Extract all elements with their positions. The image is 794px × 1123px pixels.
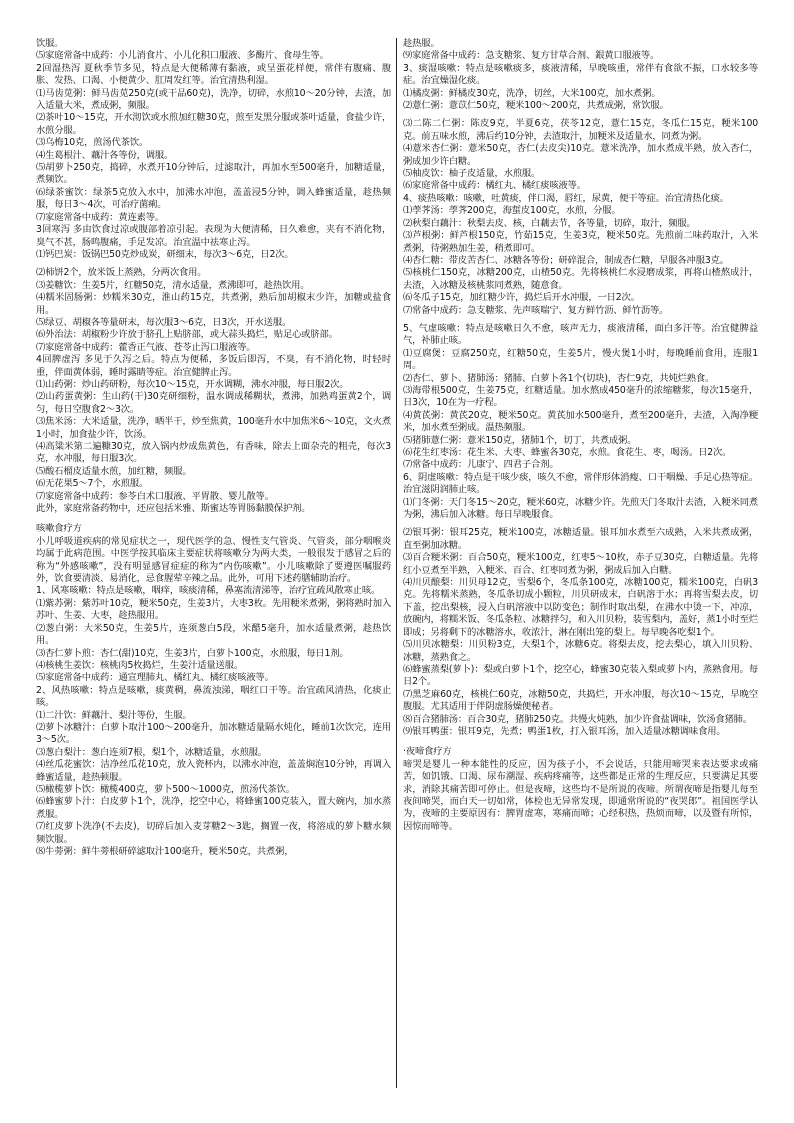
paragraph: ⑵杏仁、萝卜、猪肺汤：猪肺、白萝卜各1个(切块)，杏仁9克，共炖烂熟食。 bbox=[403, 372, 715, 384]
paragraph: ⑴钙巴炭：饭锅巴50克炒成炭，研细末，每次3～6克，日2次。 bbox=[36, 248, 294, 260]
paragraph: ⑻牛蒡粥：鲜牛蒡根研碎滤取汁100毫升，粳米50克，共煮粥， bbox=[36, 846, 294, 857]
paragraph: 4、痰热咳嗽：咳嗽，吐黄痰，伴口渴，唇红，尿黄，便干等症。治宜清热化痰。 bbox=[403, 192, 729, 204]
paragraph: ⑷高粱米第二遍糠30克，放入锅内炒成焦黄色，有香味，除去上面杂壳的粗壳，每次3克，水冲服，每日服3次。 bbox=[36, 441, 391, 465]
paragraph: 此外，家庭常备药物中，还应包括米雅、斯蜜达等胃肠黏膜保护剂。 bbox=[36, 503, 311, 515]
paragraph: ⑵薏仁粥：薏苡仁50克，粳米100～200克，共煮成粥，常饮服。 bbox=[403, 100, 669, 112]
document-page bbox=[36, 38, 758, 1088]
paragraph: ⑼银耳鸭蛋：银耳9克，先煮；鸭蛋1枚，打入银耳汤，加入适量冰糖调味食用。 bbox=[403, 725, 726, 737]
right-column bbox=[397, 38, 758, 1088]
paragraph: ⑸家庭常备中成药：小儿消食片、小儿化积口服液、多酶片、食母生等。 bbox=[36, 50, 329, 62]
paragraph: ⑴门冬粥：天门冬15～20克，粳米60克，冰糖少许。先煎天门冬取汁去渣，入粳米同煮为粥，沸后加入冰糖。每日早晚服食。 bbox=[403, 496, 758, 521]
paragraph: 5、气虚咳嗽：特点是咳嗽日久不愈，咳声无力，痰液清稀，面白多汗等。治宜健脾益气，补肺止咳。 bbox=[403, 322, 758, 347]
paragraph: ⑸家庭常备中成药：通宣理肺丸、橘红丸、橘红痰咳液等。 bbox=[36, 672, 274, 684]
paragraph: ⑷丝瓜花蜜饮：洁净丝瓜花10克，放入瓷杯内，以沸水冲泡，盖盖焖泡10分钟，再调入蜂蜜适量，趁热顿服。 bbox=[36, 759, 391, 783]
paragraph: ⑷黄芪粥：黄芪20克，粳米50克。黄芪加水500毫升，煮至200毫升，去渣，入淘净粳米，加水煮至粥成。温热频服。 bbox=[403, 409, 758, 434]
paragraph: 饮服。 bbox=[36, 38, 64, 49]
paragraph: ⑺常备中成药：儿康宁、四君子合剂。 bbox=[403, 459, 559, 471]
paragraph-spacer bbox=[36, 515, 391, 521]
paragraph: 3回寒泻 多由饮食过凉或腹部着凉引起。表现为大便清稀，日久难愈，夹有不消化物，臭气不甚，肠鸣腹痛，手足发凉。治宜温中祛寒止泻。 bbox=[36, 224, 391, 248]
paragraph: ⑴豆腐煲：豆腐250克，红糖50克，生姜5片，慢火煲1小时，每晚睡前食用，连服1周。 bbox=[403, 347, 758, 372]
paragraph: 3、痰湿咳嗽：特点是咳嗽痰多，痰液清稀，早晚咳重，常伴有食欲不振，口水较多等症。治宜燥湿化痰。 bbox=[403, 62, 758, 87]
paragraph: ⑺家庭常备中成药：参苓白术口服液、平胃散、婴儿散等。 bbox=[36, 490, 274, 502]
paragraph: ⑹外治法：胡椒粉少许放于脐孔上贴脐部，或大蒜头捣烂，贴足心或脐部。 bbox=[36, 329, 338, 341]
paragraph: ⑵葱白粥：大米50克，生姜5片，连须葱白5段，米醋5毫升，加水适量煮粥，趁热饮用。 bbox=[36, 622, 391, 647]
paragraph: ⑵山药蛋黄粥：生山药(干)30克研细粉，温水调成稀糊状，煮沸，加熟鸡蛋黄2个，调匀，每日空腹食2～3次。 bbox=[36, 391, 391, 415]
paragraph: ⑷生葛根汁、藕汁各等份，调服。 bbox=[36, 149, 174, 161]
left-column bbox=[36, 38, 397, 1088]
paragraph: ⑸核桃仁150克，冰糖200克，山楂50克。先将核桃仁水浸磨成浆，再将山楂熬成汁，去渣，入冰糖及核桃浆同煮熟，随意食。 bbox=[403, 267, 758, 291]
paragraph: ⑸绿豆、胡椒各等量研末，每次服3～6克，日3次，开水送服。 bbox=[36, 316, 292, 328]
paragraph: ⑶百合粳米粥：百合50克，粳米100克，红枣5～10枚，赤子豆30克，白糖适量。先将红小豆煮至半熟，入粳米、百合、红枣同煮为粥，粥成后加入白糖。 bbox=[403, 552, 758, 576]
paragraph: ⑷糯米固肠粥：炒糯米30克，淮山药15克，共煮粥，熟后加胡椒末少许，加糖或盐食用。 bbox=[36, 292, 391, 316]
paragraph: ⑸柚皮饮：柚子皮适量，水煎服。 bbox=[403, 168, 541, 180]
paragraph: ⑴山药粥：炒山药研粉，每次10～15克，开水调糊，沸水冲服，每日服2次。 bbox=[36, 378, 349, 390]
paragraph: ⑸酸石榴皮适量水煎，加红糖，频服。 bbox=[36, 465, 192, 477]
paragraph: ⑹绿茶蜜饮：绿茶5克放入水中，加沸水冲泡，盖盖浸5分钟，调入蜂蜜适量，趁热频服，每日3～4次，可治疗菌痢。 bbox=[36, 186, 391, 211]
paragraph: 趁热服。 bbox=[403, 38, 440, 49]
paragraph: ⑵秋梨白藕汁：秋梨去皮、核，白藕去节，各等量，切碎，取汁，频服。 bbox=[403, 217, 696, 229]
paragraph: 2、风热咳嗽：特点是咳嗽，痰黄稠，鼻流浊涕，咽红口干等。治宜疏风清热，化痰止咳。 bbox=[36, 684, 391, 709]
paragraph: ⑴橘皮粥：鲜橘皮30克，洗净，切丝，大米100克，加水煮粥。 bbox=[403, 87, 661, 99]
paragraph: ⑸橄榄萝卜饮：橄榄400克，萝卜500～1000克，煎汤代茶饮。 bbox=[36, 783, 295, 795]
paragraph: ⑵柿饼2个，放米饭上蒸熟，分两次食用。 bbox=[36, 267, 207, 279]
paragraph: ⑺黑芝麻60克，核桃仁60克，冰糖50克，共捣烂，开水冲服，每次10～15克，早晚空腹服。尤其适用于伴阴虚肠燥便秘者。 bbox=[403, 688, 758, 713]
paragraph: ⑹无花果5～7个，水煎服。 bbox=[36, 478, 149, 490]
paragraph: ⑵银耳粥：银耳25克，粳米100克，冰糖适量。银耳加水煮至六成熟，入米共煮成粥，直至粥加冰糖。 bbox=[403, 527, 758, 551]
paragraph: 啼哭是婴儿一种本能性的反应，因为孩子小，不会说话，只能用啼哭来表达要求或痛苦，如饥饿、口渴、尿布潮湿、疾病疼痛等，这些都是正常的生理反应，只要满足其要求，消除其痛苦即可停止。但是夜啼，这些均不是所说的夜啼。所谓夜啼是指婴儿每至夜间啼哭，而白天一切如常，体检也无异常发现，即通常所说的“夜哭郎”。祖国医学认为，夜啼的主要原因有：脾胃虚寒，寒痛而啼；心经积热，热烦而啼，以及暨有所惊，因惊而啼等。 bbox=[403, 758, 758, 832]
paragraph: ⑷核桃生姜饮：核桃肉5枚捣烂，生姜汁适量送服。 bbox=[36, 659, 243, 671]
paragraph: ⑴马齿苋粥：鲜马齿苋250克(或干品60克)，洗净，切碎，水煎10～20分钟，去渣，加入适量大米，煮成粥，频服。 bbox=[36, 87, 391, 112]
paragraph: 小儿呼吸道疾病的常见症状之一，现代医学的急、慢性支气管炎、气管炎，部分咽喉炎均属于此病范围。中医学按其临床主要症状将咳嗽分为两大类，一般很发于感冒之后的称为“外感咳嗽”，没有明显感冒症症的称为“内伤咳嗽”。小儿咳嗽除了要遵医嘱服药外，饮食要清淡、易消化，忌食腥荤辛辣之品。此外，可用下述药膳辅助治疗。 bbox=[36, 535, 391, 585]
paragraph: ⑵萝卜冰糖汁：白萝卜取汁100～200毫升，加冰糖适量隔水炖化，睡前1次饮完，连用3～5次。 bbox=[36, 721, 391, 746]
paragraph: ⑼家庭常备中成药：急支糖浆、复方甘草合剂、銀黄口服液等。 bbox=[403, 50, 660, 62]
paragraph: ⑹家庭常备中成药：橘红丸、橘红痰咳液等。 bbox=[403, 180, 586, 192]
paragraph: ⑴荸荠汤：荸荠200克，海蜇皮100克，水煎，分服。 bbox=[403, 205, 621, 217]
paragraph: ⑴紫苏粥：紫苏叶10克，粳米50克，生姜3片，大枣3枚。先用粳米煮粥，粥将熟时加入苏叶、生姜、大枣，趁热服用。 bbox=[36, 597, 391, 622]
paragraph-spacer bbox=[403, 738, 758, 744]
section-heading: 咳嗽食疗方 bbox=[36, 523, 82, 535]
paragraph: 6、阴虚咳嗽：特点是干咳少痰，咳久不愈，常伴形体消瘦、口干咽燥、手足心热等症。治宜滋阴润肺止咳。 bbox=[403, 471, 758, 496]
paragraph: ⑶海带根500克，生姜75克，红糖适量。加水熬成450毫升的浓缩糖浆，每次15毫升，日3次，10在为一疗程。 bbox=[403, 384, 758, 409]
paragraph: 4回脾虚泻 多见于久泻之后。特点为便稀，多饭后即泻，不臭，有不消化物，时轻时重，伴面黄体弱，睡时露睛等症。治宜健脾止泻。 bbox=[36, 354, 391, 378]
paragraph: ⑴二汁饮：鲜藕汁、梨汁等份，生服。 bbox=[36, 709, 192, 721]
paragraph: ⑺家庭常备中成药：藿香正气液、苍苓止泻口服液等。 bbox=[36, 341, 256, 353]
paragraph: ⑶乌梅10克，煎汤代茶饮。 bbox=[36, 137, 149, 149]
section-heading: ·夜啼食疗方 bbox=[403, 746, 452, 758]
paragraph: ⑶葱白梨汁：葱白连须7根，梨1个，冰糖适量，水煎服。 bbox=[36, 746, 268, 758]
paragraph: ⑸猪肺薏仁粥：薏米150克，猪肺1个，切丁，共煮成粥。 bbox=[403, 434, 637, 446]
paragraph: ⑷川贝酿梨：川贝母12克，雪梨6个，冬瓜条100克，冰糖100克，糯米100克，白矾3克。先将糯米蒸熟，冬瓜条切成小颗粒，川贝研成末，白矾溶于水；再将雪梨去皮，切下盖，挖出梨核，浸入白矾溶液中以防变色；制作时取出梨，在沸水中烫一下，冲凉，放碗内，将糯米饭、冬瓜条粒、冰糖拌匀，和入川贝粉，装雪梨内，盖好，蒸1小时至烂即成；另将剩下的冰糖溶水，收浓汁，淋在刚出笼的梨上。每早晚各吃梨1个。 bbox=[403, 577, 758, 638]
paragraph: ⑷杏仁糖：带皮苦杏仁、冰糖各等份；研碎混合，制成杏仁糖，早服各冲服3克。 bbox=[403, 254, 729, 266]
paragraph: ⑻百合猪肺汤：百合30克，猪肺250克。共慢火炖熟，加少许食盐调味，饮汤食猪肺。 bbox=[403, 713, 752, 725]
paragraph: ⑹冬瓜子15克，加红糖少许，捣烂后开水冲服，一日2次。 bbox=[403, 292, 640, 304]
paragraph: ⑵茶叶10～15克，开水沏饮或水煎加红糖30克，煎至发黑分服或茶叶适量，食盐少许，水煎分服。 bbox=[36, 112, 391, 136]
paragraph: ⑺常备中成药：急支糖浆、先声咳喘宁、复方鲜竹沥、鲜竹沥等。 bbox=[403, 304, 669, 316]
paragraph: ⑶杏仁萝卜煎：杏仁(甜)10克，生姜3片，白萝卜100克，水煎服，每日1剂。 bbox=[36, 647, 349, 659]
paragraph: ⑶姜糖饮：生姜5片，红糖50克，清水适量，煮沸即可，趁热饮用。 bbox=[36, 279, 310, 291]
paragraph: ⑺家庭常备中成药：黄连素等。 bbox=[36, 211, 165, 223]
paragraph: ⑶二陈二仁粥：陈皮9克，半夏6克，茯苓12克，薏仁15克，冬瓜仁15克，粳米100克。前五味水煎，沸后约10分钟，去渣取汁，加粳米及适量水，同煮为粥。 bbox=[403, 118, 758, 142]
paragraph: ⑸胡萝卜250克，捣碎，水煮开10分钟后，过滤取汁，再加水至500毫升，加糖适量，煮频饮。 bbox=[36, 162, 391, 186]
paragraph: ⑺红皮萝卜洗净(不去皮)，切碎后加入麦芽糖2～3匙，搁置一夜，将溶成的萝卜糖水频频饮服。 bbox=[36, 821, 391, 845]
paragraph: 1、风寒咳嗽：特点是咳嗽，咽痒，咳痰清稀，鼻塞流清涕等，治疗宜疏风散寒止咳。 bbox=[36, 585, 381, 597]
paragraph: ⑹蜂蜜萝卜汁：白皮萝卜1个，洗净，挖空中心，将蜂蜜100克装入，置大碗内，加水蒸煮服。 bbox=[36, 796, 391, 820]
paragraph: 2回湿热泻 夏秋季节多见，特点是大便稀薄有黏液，或呈蛋花样便，常伴有腹痛、腹胀、发热、口渴、小便黄少、肛周发红等。治宜清热利湿。 bbox=[36, 62, 391, 87]
paragraph: ⑶焦米汤：大米适量，洗净，晒半干，炒至焦黄，100毫升水中加焦米6～10克，文火煮1小时，加食盐少许，饮汤。 bbox=[36, 416, 391, 440]
paragraph: ⑶芦根粥：鲜芦根150克，竹茹15克，生姜3克，粳米50克。先煎前二味药取汁，入米煮粥，待粥熟加生姜，稍煮即可。 bbox=[403, 230, 758, 254]
paragraph: ⑹蜂蜜蒸梨(萝卜)：梨或白萝卜1个，挖空心，蜂蜜30克装入梨或萝卜内，蒸熟食用。每日2个。 bbox=[403, 663, 758, 688]
paragraph: ⑸川贝冰糖梨：川贝粉3克，大梨1个，冰糖6克。将梨去皮，挖去梨心，填入川贝粉、冰糖，蒸熟食之。 bbox=[403, 639, 758, 663]
paragraph: ⑷薏米杏仁粥：薏米50克，杏仁(去皮尖)10克。薏米洗净，加水煮成半熟，放入杏仁，粥成加少许白糖。 bbox=[403, 143, 758, 167]
paragraph: ⑹花生红枣汤：花生米、大枣、蜂蜜各30克，水煎。食花生、枣，喝汤。日2次。 bbox=[403, 447, 732, 458]
